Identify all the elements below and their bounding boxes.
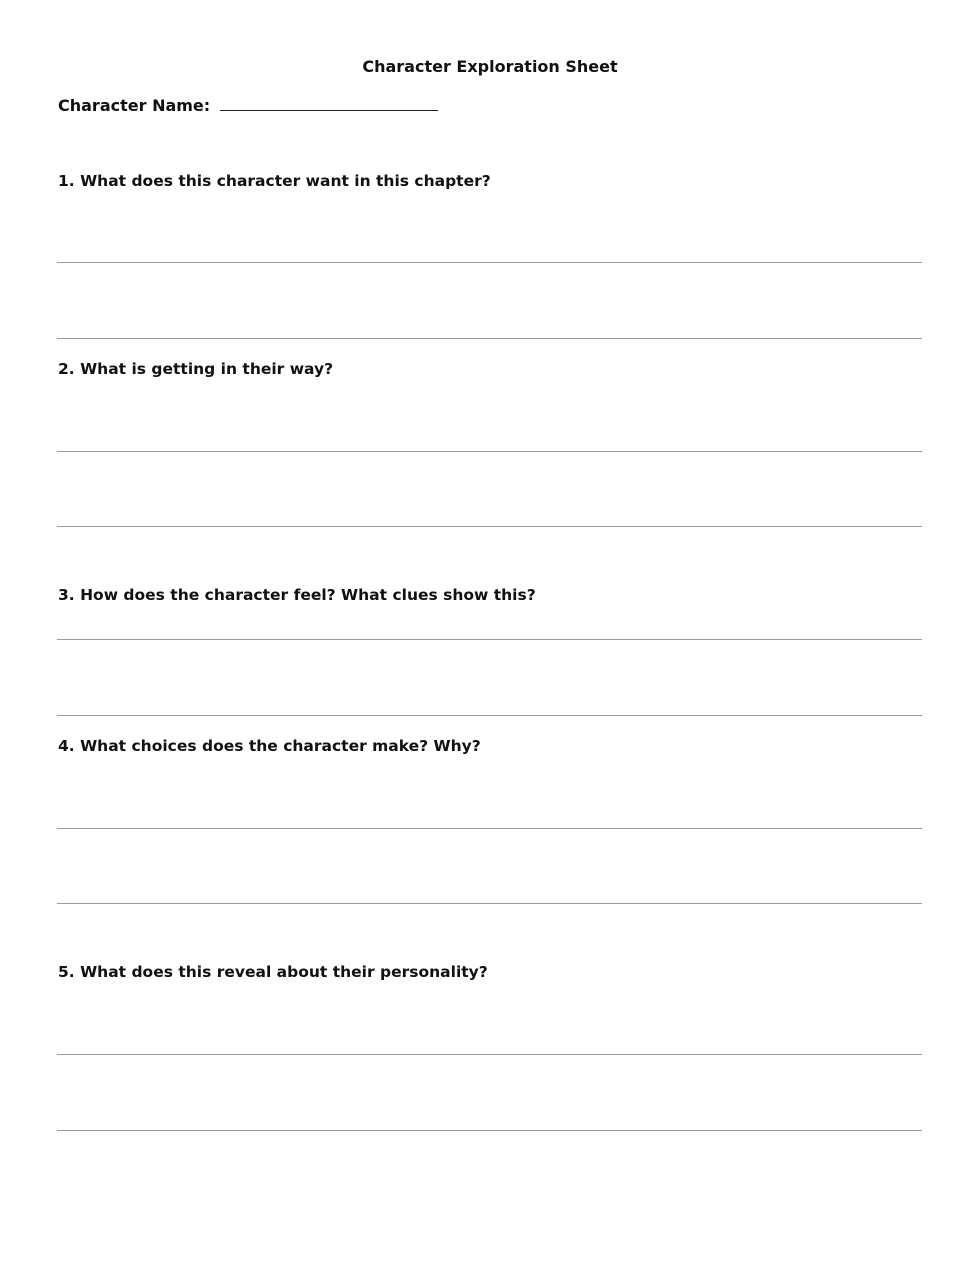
question-2: 2. What is getting in their way? (58, 360, 334, 378)
question-5: 5. What does this reveal about their personality? (58, 963, 488, 981)
character-name-blank[interactable] (220, 94, 438, 111)
character-name-label: Character Name: (58, 96, 211, 115)
answer-line-3b[interactable] (57, 715, 922, 716)
answer-line-1b[interactable] (57, 338, 922, 339)
answer-line-4a[interactable] (57, 828, 922, 829)
question-3: 3. How does the character feel? What clues show this? (58, 586, 536, 604)
page-title: Character Exploration Sheet (362, 57, 618, 76)
answer-line-3a[interactable] (57, 639, 922, 640)
answer-line-1a[interactable] (57, 262, 922, 263)
answer-line-5b[interactable] (57, 1130, 922, 1131)
answer-line-2a[interactable] (57, 451, 922, 452)
character-name-row (58, 94, 438, 116)
answer-line-5a[interactable] (57, 1054, 922, 1055)
answer-line-2b[interactable] (57, 526, 922, 527)
question-1: 1. What does this character want in this chapter? (58, 172, 491, 190)
answer-line-4b[interactable] (57, 903, 922, 904)
question-4: 4. What choices does the character make? Why? (58, 737, 481, 755)
